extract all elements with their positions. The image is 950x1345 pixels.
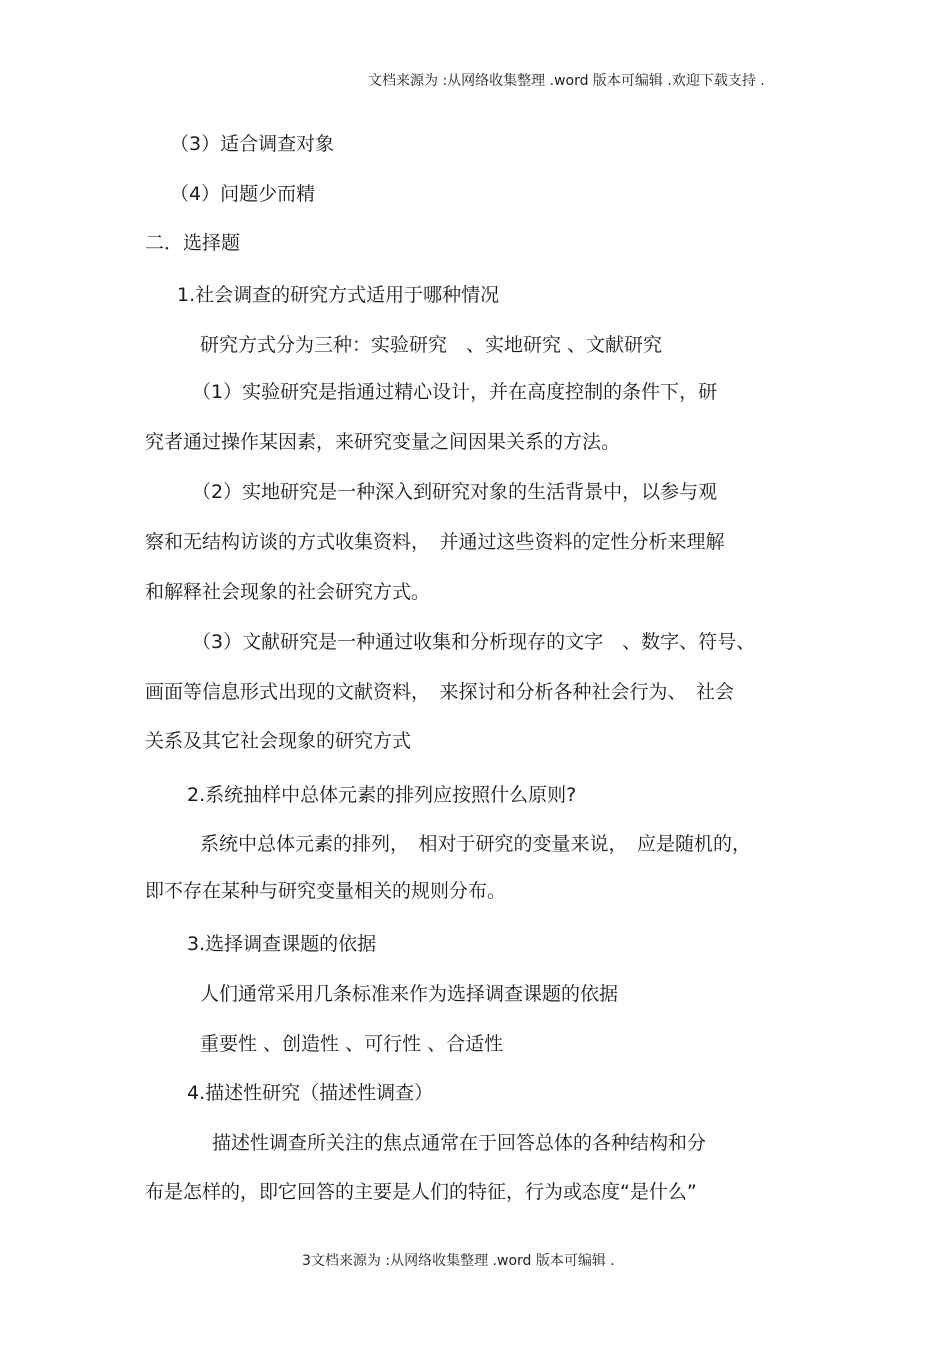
paragraph-line: （2）实地研究是一种深入到研究对象的生活背景中，以参与观 <box>192 481 718 503</box>
paragraph-line: 关系及其它社会现象的研究方式 <box>145 730 412 752</box>
paragraph-line: 重要性 、创造性 、可行性 、合适性 <box>200 1033 504 1055</box>
paragraph-line: 研究方式分为三种：实验研究 、实地研究 、文献研究 <box>200 334 663 356</box>
page-footer <box>302 1252 615 1270</box>
paragraph-line: 系统中总体元素的排列， 相对于研究的变量来说， 应是随机的， <box>200 833 752 855</box>
paragraph-line: 描述性调查所关注的焦点通常在于回答总体的各种结构和分 <box>212 1132 707 1154</box>
paragraph-line: 即不存在某种与研究变量相关的规则分布。 <box>145 880 507 902</box>
paragraph-line: 究者通过操作某因素，来研究变量之间因果关系的方法。 <box>145 431 621 453</box>
paragraph-line: （1）实验研究是指通过精心设计，并在高度控制的条件下，研 <box>192 381 718 403</box>
paragraph-line: 画面等信息形式出现的文献资料， 来探讨和分析各种社会行为、 社会 <box>145 681 735 703</box>
section-heading: 二．选择题 <box>145 232 241 254</box>
page-header: 文档来源为 :从网络收集整理 .word 版本可编辑 .欢迎下载支持 . <box>368 73 765 89</box>
question-heading: 2.系统抽样中总体元素的排列应按照什么原则? <box>187 784 577 806</box>
page-number: 3 <box>302 1253 311 1269</box>
paragraph-line: 和解释社会现象的社会研究方式。 <box>145 581 431 603</box>
footer-text: 文档来源为 :从网络收集整理 .word 版本可编辑 . <box>310 1253 615 1269</box>
paragraph-line: 察和无结构访谈的方式收集资料， 并通过这些资料的定性分析来理解 <box>145 531 725 553</box>
question-heading: 1.社会调查的研究方式适用于哪种情况 <box>177 284 500 306</box>
list-item: （4）问题少而精 <box>170 183 316 205</box>
question-heading: 3.选择调查课题的依据 <box>187 933 377 955</box>
list-item: （3）适合调查对象 <box>170 133 335 155</box>
paragraph-line: 布是怎样的，即它回答的主要是人们的特征，行为或态度“是什么” <box>145 1181 697 1203</box>
paragraph-line: 人们通常采用几条标准来作为选择调查课题的依据 <box>200 983 619 1005</box>
paragraph-line: （3）文献研究是一种通过收集和分析现存的文字 、数字、符号、 <box>192 631 756 653</box>
question-heading: 4.描述性研究（描述性调查） <box>187 1082 434 1104</box>
